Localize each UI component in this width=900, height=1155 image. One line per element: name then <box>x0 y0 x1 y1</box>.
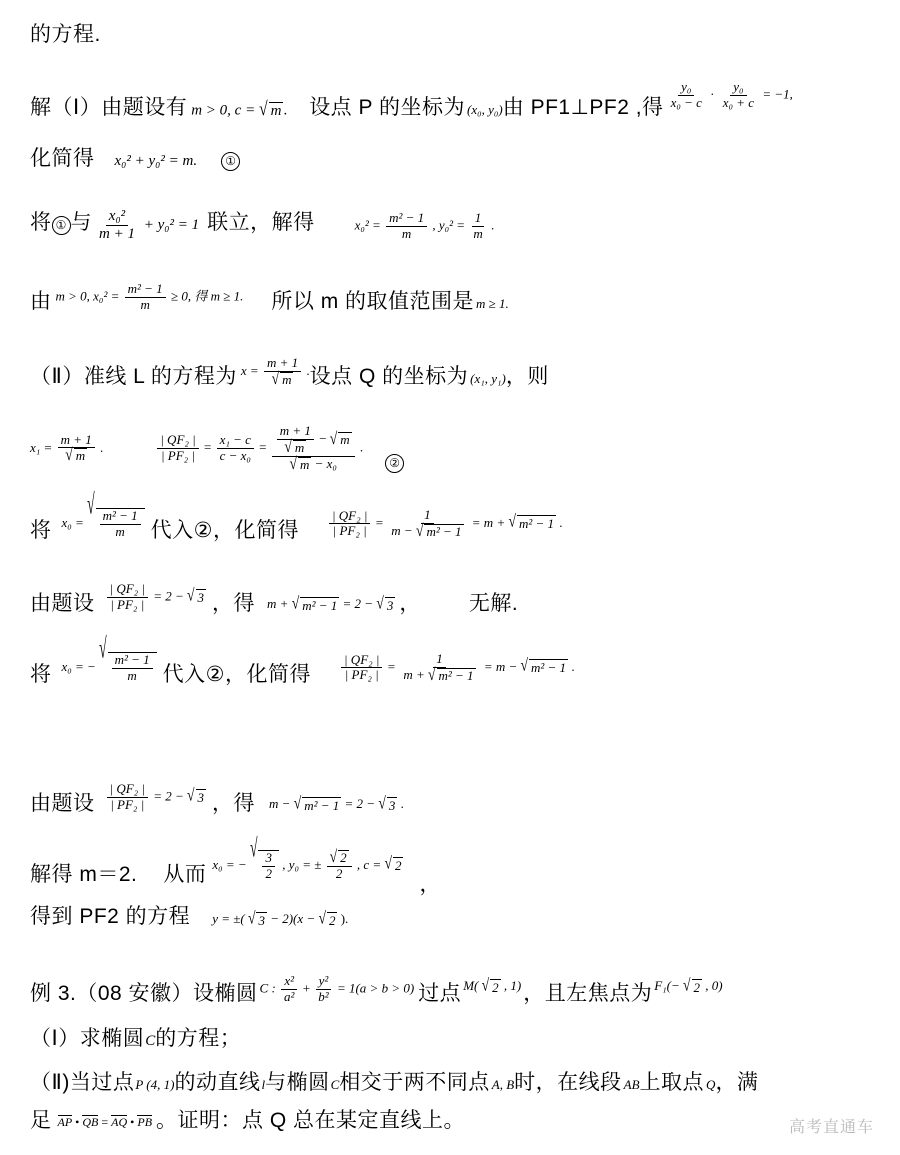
sqrt-fraction-icon-2: √ $\frac{\text{m² − 1}}{m}$ <box>99 652 157 684</box>
frac-msq-minus-1-over-m: $\frac{\text{m² − 1}}{m}$ <box>386 211 427 242</box>
sqrt-m-icon-5: √ m <box>329 428 350 448</box>
sqrt-msq-minus-1-icon-6: √ m² − 1 <box>293 793 340 813</box>
simplify-label: 化简得 <box>30 147 95 170</box>
substitute-label-a: 将 <box>30 518 52 542</box>
substitute-label-c: 将 <box>30 662 52 686</box>
expr-vector-condition: AP • QB = AQ • PB <box>57 1115 153 1129</box>
frac-qf2-pf2-ratio-3: $\frac{\text{| QF₂ |}}{\text{| PF₂ |}}$ <box>107 582 149 613</box>
equation-marker-2: ② <box>385 454 404 473</box>
expr-point-q: (x₁, y₁) <box>470 370 506 386</box>
expr-ratio-chain: $\frac{\text{| QF₂ |}}{\text{| PF₂ |}}$ = $\frac{\text{x₁ − c}}{\text{c − x₀}}$ = m + 1 √ m − √ m √ m − x₀ . <box>155 424 363 473</box>
sqrt-3-icon-2: √ 3 <box>376 593 394 613</box>
given-label-2: 由题设 <box>30 792 95 816</box>
frac-1-over-m: $\frac{1}{m}$ <box>473 209 483 241</box>
frac-y0-over-x0-minus-c: $\frac{\text{y₀}}{\text{x₀ − c}}$ <box>670 79 702 110</box>
sqrt-msq-minus-1-icon-3: √ m² − 1 <box>291 593 338 613</box>
text-line-10 <box>30 632 575 686</box>
sqrt-fraction-icon-3: √ $\frac{3}{2}$ <box>250 850 279 882</box>
sqrt-fraction-icon-1: √ $\frac{\text{m² − 1}}{m}$ <box>87 508 145 540</box>
text-line-13 <box>30 906 348 929</box>
sqrt-msq-minus-1-icon-4: √ m² − 1 <box>428 664 474 684</box>
expr-x0-negative: x₀ = − √ $\frac{\text{m² − 1}}{m}$ <box>62 652 157 684</box>
sqrt-msq-minus-1-icon-5: √ m² − 1 <box>520 656 567 676</box>
sqrt-2-icon-4: √ 2 <box>481 975 499 995</box>
take-point-label: 上取点 <box>639 1071 705 1094</box>
sqrt-m-icon-4: √ m <box>284 436 305 456</box>
point-p-label: 设点 P 的坐标为 <box>309 96 465 120</box>
frac-under-sqrt-1: $\frac{\text{m² − 1}}{m}$ <box>100 509 141 540</box>
expr-result-2: $\frac{\text{| QF₂ |}}{\text{| PF₂ |}}$ = 1 m + √ m² − 1 = m − √ m² − 1 . <box>339 652 575 684</box>
text-line-8 <box>30 488 563 542</box>
vector-qb: QB <box>82 1115 99 1129</box>
expr-x1-value: x₁ = m + 1 √ m . <box>30 431 104 464</box>
expr-pf2-line: y = ±( √ 3 − 2)(x − √ 2 ). <box>212 908 349 928</box>
on-segment-label: 时，在线段 <box>514 1071 622 1094</box>
equation-marker-1: ① <box>221 152 240 171</box>
solution-part-1-label: 解（Ⅰ）由题设有 <box>30 96 188 120</box>
frac-3-over-2: $\frac{3}{2}$ <box>262 851 275 882</box>
frac-xsq-over-asq: $\frac{\text{x²}}{\text{a²}}$ <box>281 974 297 1005</box>
frac-range: $\frac{\text{m² − 1}}{m}$ <box>125 282 166 313</box>
expr-given-ratio-2: $\frac{\text{| QF₂ |}}{\text{| PF₂ |}}$ = 2 − √ 3 <box>105 782 207 813</box>
expr-slope-product: $\frac{\text{y₀}}{\text{x₀ − c}}$ · $\frac{\text{y₀}}{\text{x₀ + c}}$ = −1, <box>666 80 793 111</box>
expr-equation-solved: m − √ m² − 1 = 2 − √ 3 . <box>269 793 404 813</box>
expr-solved-x0-y0: x₀² = $\frac{\text{m² − 1}}{m}$ , y₀² = $\frac{1}{m}$ . <box>354 209 495 241</box>
expr-result-1: $\frac{\text{| QF₂ |}}{\text{| PF₂ |}}$ = 1 m − √ m² − 1 = m + √ m² − 1 . <box>327 508 563 540</box>
text-line-17 <box>30 1110 465 1131</box>
equation-marker-1-ref: ① <box>52 216 71 235</box>
frac-y0-over-x0-plus-c: $\frac{\text{y₀}}{\text{x₀ + c}}$ <box>722 79 755 110</box>
with-ellipse-label: 与椭圆 <box>265 1071 330 1094</box>
frac-qf2-pf2-ratio-4: $\frac{\text{| QF₂ |}}{\text{| PF₂ |}}$ <box>341 653 383 684</box>
text-line-15 <box>30 1028 241 1050</box>
frac-m-plus-1-over-sqrt-m: m + 1 √ m <box>277 424 314 456</box>
sqrt-3-icon-1: √ 3 <box>187 585 205 605</box>
expr-letter-c: C <box>145 1033 156 1049</box>
then-label: ，则 <box>505 364 549 388</box>
expr-equation-nosolution: m + √ m² − 1 = 2 − √ 3 <box>267 593 394 613</box>
expr-letter-q: Q <box>706 1077 716 1092</box>
left-focus-label: ，且左焦点为 <box>523 982 653 1006</box>
expr-given-ratio-1: $\frac{\text{| QF₂ |}}{\text{| PF₂ |}}$ = 2 − √ 3 <box>105 582 207 613</box>
frac-qf2-pf2-ratio: $\frac{\text{| QF₂ |}}{\text{| PF₂ |}}$ <box>157 433 199 464</box>
text-line-4 <box>30 208 494 244</box>
vector-ap: AP <box>57 1115 73 1129</box>
sqrt-3-icon-3: √ 3 <box>187 785 205 805</box>
frac-1-over-m-plus-sqrt: 1 m + √ m² − 1 <box>403 651 474 684</box>
sqrt-m-icon: √ m <box>258 98 282 120</box>
combine-label-b: 与 <box>70 211 92 235</box>
frac-ysq-over-bsq: $\frac{\text{y²}}{\text{b²}}$ <box>315 974 331 1005</box>
no-solution-label: 无解. <box>468 592 519 616</box>
sqrt-3-icon-5: √ 3 <box>247 908 265 928</box>
range-conclusion-label: 所以 m 的取值范围是 <box>271 290 475 314</box>
reason-label: 由 <box>30 290 52 314</box>
satisfy-label: 足 <box>30 1109 52 1132</box>
expr-letters-ab: A, B <box>491 1077 515 1092</box>
sqrt-2-icon-1: √ 2 <box>329 846 347 866</box>
frac-directrix: m + 1 √ m <box>264 356 301 388</box>
text-line-7 <box>30 424 404 473</box>
expr-directrix: x = m + 1 √ m . <box>240 355 310 388</box>
sqrt-2-icon-2: √ 2 <box>384 854 402 874</box>
solve-m-label: 解得 m＝2. <box>30 862 138 886</box>
expr-range-final: m ≥ 1. <box>476 296 509 312</box>
text-line-2 <box>30 79 793 127</box>
expr-point-p41: P (4, 1) <box>135 1077 175 1092</box>
frac-1-over-m-minus-sqrt: 1 m − √ m² − 1 <box>391 507 462 540</box>
given-label-1: 由题设 <box>30 592 95 616</box>
expr-point-m: M( √ 2 , 1) <box>463 975 522 995</box>
vector-pb: PB <box>137 1115 153 1129</box>
watermark-text: 高考直通车 <box>788 1119 874 1136</box>
prove-label: 。证明：点 Q 总在某定直线上。 <box>156 1109 466 1132</box>
sqrt-2-icon-3: √ 2 <box>318 908 336 928</box>
comma-label-2: ， <box>419 872 441 896</box>
text-line-14 <box>30 974 723 1005</box>
frac-complex-ratio: m + 1 √ m − √ m √ m − x₀ <box>272 424 355 473</box>
question-2-label: （Ⅱ)当过点 <box>30 1071 135 1094</box>
frac-x1: m + 1 √ m <box>58 433 95 465</box>
expr-range-derivation: m > 0, x₀² = $\frac{\text{m² − 1}}{m}$ ≥ 0, 得 m ≥ 1. <box>55 281 244 312</box>
text-line-9 <box>30 581 519 616</box>
sqrt-m-icon-2: √ m <box>271 368 292 388</box>
example-3-label: 例 3.（08 安徽）设椭圆 <box>30 982 258 1006</box>
sqrt-msq-minus-1-icon-1: √ m² − 1 <box>415 520 462 540</box>
through-point-label: 过点 <box>418 982 462 1006</box>
frac-sqrt2-over-2: √ 2 2 <box>327 850 352 882</box>
point-q-label: 设点 Q 的坐标为 <box>309 364 469 388</box>
text-line-11 <box>30 781 404 816</box>
frac-x0sq-over-m-plus-1: $\frac{\text{x₀²}}{m + 1}$ <box>99 208 135 243</box>
expr-segment-ab: AB <box>623 1077 640 1092</box>
combine-label-c: 联立，解得 <box>207 211 315 235</box>
satisfy-label-partial: ，满 <box>715 1071 759 1094</box>
sqrt-3-icon-4: √ 3 <box>378 793 396 813</box>
frac-qf2-pf2-ratio-2: $\frac{\text{| QF₂ |}}{\text{| PF₂ |}}$ <box>329 509 371 540</box>
solution-part-2-label: （Ⅱ）准线 L 的方程为 <box>30 364 237 388</box>
frac-under-sqrt-2: $\frac{\text{m² − 1}}{m}$ <box>112 653 153 684</box>
expr-m-gt-0: m > 0, c = √ m . <box>191 98 288 120</box>
text-line-1 <box>30 24 101 45</box>
expr-x0-positive: x₀ = √ $\frac{\text{m² − 1}}{m}$ <box>62 508 145 540</box>
intersect-label: 相交于两不同点 <box>339 1071 490 1094</box>
expr-ellipse-equation: $\frac{\text{x₀²}}{m + 1}$ + y₀² = 1 <box>94 208 199 244</box>
frac-qf2-pf2-ratio-5: $\frac{\text{| QF₂ |}}{\text{| PF₂ |}}$ <box>107 782 149 813</box>
thus-label: 从而 <box>163 862 207 886</box>
sqrt-m-icon-3: √ m <box>65 445 86 464</box>
expr-letter-l: l <box>261 1077 266 1092</box>
question-1-tail: 的方程； <box>155 1027 242 1050</box>
expr-letter-c2: C <box>330 1077 340 1092</box>
substitute-label-d: 代入②，化简得 <box>162 662 311 686</box>
line-1-text: 的方程. <box>30 23 101 46</box>
text-line-3 <box>30 148 240 171</box>
sqrt-2-icon-5: √ 2 <box>683 975 701 995</box>
expr-ellipse-c: C : $\frac{\text{x²}}{\text{a²}}$ + $\frac{\text{y²}}{\text{b²}}$ = 1(a > b > 0) <box>259 973 415 1004</box>
expr-final-values: x₀ = − √ $\frac{3}{2}$ , y₀ = ± √ 2 2 , c = √ 2 <box>212 833 402 881</box>
combine-label-a: 将 <box>30 211 52 235</box>
frac-x1-minus-c: $\frac{\text{x₁ − c}}{\text{c − x₀}}$ <box>217 433 254 464</box>
substitute-label-b: 代入②，化简得 <box>150 518 299 542</box>
expr-simplified-1: x₀² + y₀² = m. <box>114 153 198 169</box>
perp-condition-label: 由 PF1⊥PF2 ,得 <box>502 96 664 120</box>
text-line-5 <box>30 282 509 313</box>
question-1-label: （Ⅰ）求椭圆 <box>30 1027 145 1050</box>
then-label-1: ，得 <box>212 592 256 616</box>
sqrt-msq-minus-1-icon-2: √ m² − 1 <box>508 512 555 532</box>
moving-line-label: 的动直线 <box>174 1071 261 1094</box>
text-line-6 <box>30 356 549 388</box>
text-line-16 <box>30 1072 758 1093</box>
then-label-2: ，得 <box>212 792 256 816</box>
vector-aq: AQ <box>111 1115 128 1129</box>
comma-label-1: ， <box>399 592 421 616</box>
expr-point-p: (x₀, y₀) <box>466 102 503 118</box>
pf2-equation-label: 得到 PF2 的方程 <box>30 905 191 928</box>
text-line-12 <box>30 833 441 896</box>
sqrt-m-icon-6: √ m <box>289 453 310 473</box>
expr-focus-f1: F₁(− √ 2 , 0) <box>654 975 723 995</box>
